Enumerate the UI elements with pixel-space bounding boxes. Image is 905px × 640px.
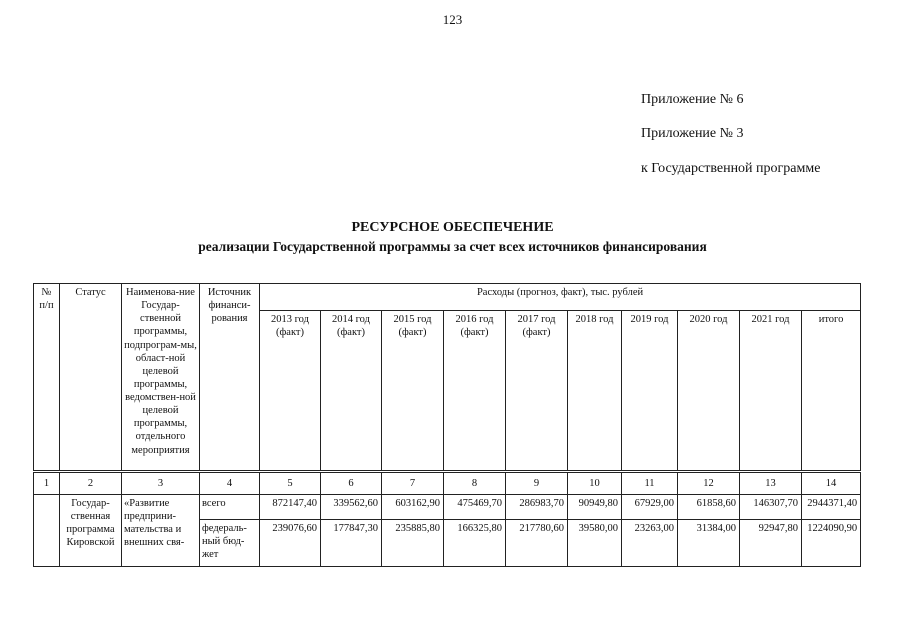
value-cell: 286983,70 (506, 495, 568, 520)
total-cell: 1224090,90 (802, 520, 861, 567)
appendix-line-2: Приложение № 3 (641, 126, 744, 141)
table-row (34, 495, 861, 520)
value-cell: 235885,80 (382, 520, 444, 567)
value-cell: 339562,60 (321, 495, 382, 520)
header-total: итого (802, 311, 861, 472)
header-year: 2017 год (факт) (506, 311, 568, 472)
value-cell: 166325,80 (444, 520, 506, 567)
header-year: 2018 год (568, 311, 622, 472)
source-cell: федераль-ный бюд-жет (200, 520, 260, 567)
value-cell: 61858,60 (678, 495, 740, 520)
header-year: 2014 год (факт) (321, 311, 382, 472)
value-cell: 90949,80 (568, 495, 622, 520)
value-cell: 872147,40 (260, 495, 321, 520)
index-cell: 7 (382, 472, 444, 495)
total-cell: 2944371,40 (802, 495, 861, 520)
index-cell: 10 (568, 472, 622, 495)
document-title: РЕСУРСНОЕ ОБЕСПЕЧЕНИЕ (351, 220, 554, 235)
value-cell: 92947,80 (740, 520, 802, 567)
index-cell: 1 (34, 472, 60, 495)
header-year: 2013 год (факт) (260, 311, 321, 472)
page-number: 123 (442, 12, 463, 27)
appendix-line-3: к Государственной программе (641, 161, 821, 176)
index-cell: 6 (321, 472, 382, 495)
index-cell: 12 (678, 472, 740, 495)
index-cell: 2 (60, 472, 122, 495)
value-cell: 23263,00 (622, 520, 678, 567)
index-cell: 11 (622, 472, 678, 495)
value-cell: 217780,60 (506, 520, 568, 567)
index-cell: 9 (506, 472, 568, 495)
header-year: 2019 год (622, 311, 678, 472)
index-cell: 5 (260, 472, 321, 495)
header-num: № п/п (34, 284, 60, 472)
value-cell: 31384,00 (678, 520, 740, 567)
program-name-cell: «Развитие предприни-мательства и внешних свя- (122, 495, 200, 567)
header-status: Статус (60, 284, 122, 472)
value-cell: 146307,70 (740, 495, 802, 520)
value-cell: 67929,00 (622, 495, 678, 520)
value-cell: 475469,70 (444, 495, 506, 520)
header-year: 2015 год (факт) (382, 311, 444, 472)
value-cell: 603162,90 (382, 495, 444, 520)
header-expenses: Расходы (прогноз, факт), тыс. рублей (260, 284, 861, 311)
status-cell: Государ-ственная программа Кировской (60, 495, 122, 567)
appendix-line-1: Приложение № 6 (641, 92, 744, 107)
index-cell: 4 (200, 472, 260, 495)
index-cell: 13 (740, 472, 802, 495)
index-cell: 3 (122, 472, 200, 495)
source-cell: всего (200, 495, 260, 520)
value-cell: 39580,00 (568, 520, 622, 567)
value-cell: 177847,30 (321, 520, 382, 567)
resource-table (33, 283, 861, 567)
index-cell: 14 (802, 472, 861, 495)
header-name: Наименова-ние Государ-ственной программы, подпрограм-мы, област-ной целевой программы, ведомствен-ной целевой программы, отдельного мероприятия (122, 284, 200, 472)
document-subtitle: реализации Государственной программы за счет всех источников финансирования (198, 239, 707, 254)
value-cell: 239076,60 (260, 520, 321, 567)
row-num-cell (34, 495, 60, 567)
header-source: Источник финанси-рования (200, 284, 260, 472)
index-cell: 8 (444, 472, 506, 495)
header-year: 2021 год (740, 311, 802, 472)
header-year: 2020 год (678, 311, 740, 472)
header-year: 2016 год (факт) (444, 311, 506, 472)
index-row (34, 472, 861, 495)
